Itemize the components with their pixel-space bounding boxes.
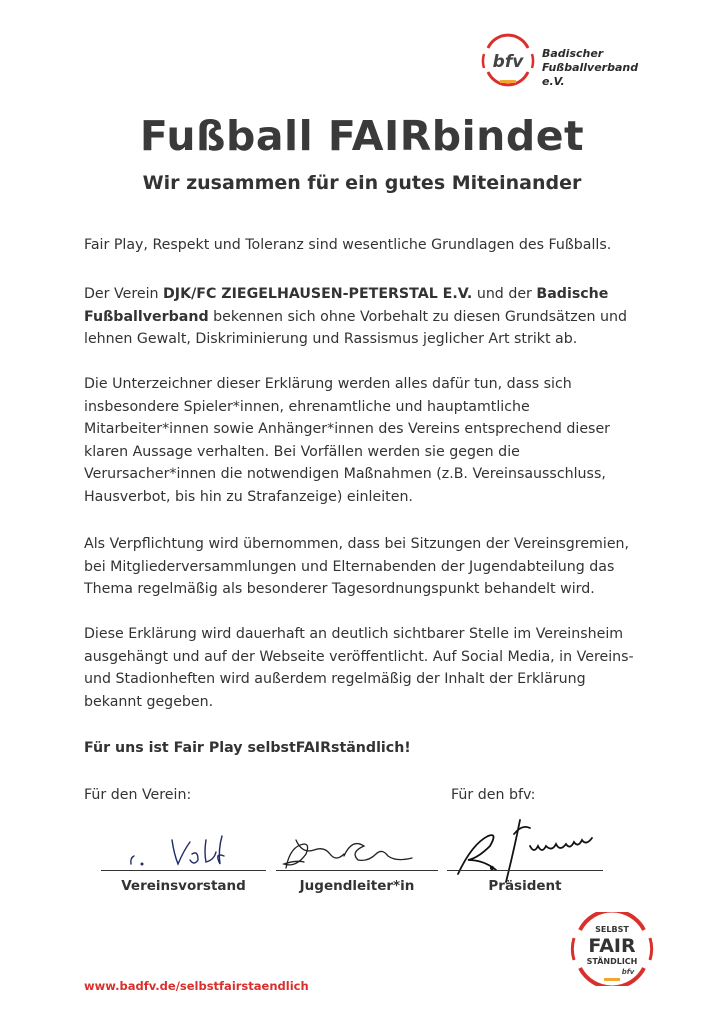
signature-praesident xyxy=(458,820,592,882)
bfv-logo-icon xyxy=(478,32,538,90)
paragraph-fair-play: Fair Play, Respekt und Toleranz sind wesentliche Grundlagen des Fußballs. xyxy=(84,237,612,253)
signature-line-jugendleiter xyxy=(276,870,438,871)
role-jugendleiter: Jugendleiter*in xyxy=(299,878,415,894)
label-for-bfv: Für den bfv: xyxy=(451,787,536,803)
p2-post: bekennen sich ohne Vorbehalt zu diesen Grundsätzen und lehnen Gewalt, Diskriminierung und Rassismus jeglicher Art strikt ab. xyxy=(84,308,627,347)
paragraph-slogan: Für uns ist Fair Play selbstFAIRständlich! xyxy=(84,740,411,756)
label-for-club: Für den Verein: xyxy=(84,787,192,803)
club-name: DJK/FC ZIEGELHAUSEN-PETERSTAL E.V. xyxy=(163,286,473,302)
role-praesident: Präsident xyxy=(488,878,562,894)
p2-mid: und der xyxy=(472,286,537,302)
org-name xyxy=(542,47,658,89)
org-line2: Fußballverband e.V. xyxy=(542,61,639,88)
signature-line-vorstand xyxy=(101,870,266,871)
org-line1: Badischer xyxy=(542,47,604,60)
badge-mark: bfv xyxy=(621,968,635,976)
paragraph-commitment xyxy=(84,283,644,351)
selbstfair-badge xyxy=(566,912,658,986)
page-subtitle: Wir zusammen für ein gutes Miteinander xyxy=(142,172,582,194)
footer-link[interactable]: www.badfv.de/selbstfairstaendlich xyxy=(84,979,309,993)
signature-line-praesident xyxy=(447,870,603,871)
signature-vorstand xyxy=(131,836,224,865)
logo-mark: bfv xyxy=(492,52,524,72)
paragraph-obligation: Als Verpflichtung wird übernommen, dass bei Sitzungen der Vereinsgremien, bei Mitgliederversammlungen und Elternabenden der Jugendabteilung das Thema regelmäßig als besonderer Tagesordnungspunkt behandelt wird. xyxy=(84,536,630,597)
badge-line1: SELBST xyxy=(595,925,629,934)
signature-jugendleiter xyxy=(284,840,412,868)
paragraph-publication: Diese Erklärung wird dauerhaft an deutlich sichtbarer Stelle im Vereinsheim ausgehängt und auf der Webseite veröffentlicht. Auf Social Media, in Vereins- und Stadionheften wird außerdem regelmäßig der Inhalt der Erklärung bekannt gegeben. xyxy=(84,626,634,710)
page-title: Fußball FAIRbindet xyxy=(139,112,585,160)
association-name: Badische Fußballverband xyxy=(84,286,609,325)
role-vorstand: Vereinsvorstand xyxy=(121,878,246,894)
bfv-logo xyxy=(478,32,658,90)
paragraph-signatories: Die Unterzeichner dieser Erklärung werden alles dafür tun, dass sich insbesondere Spieler*innen, ehrenamtliche und hauptamtliche Mitarbeiter*innen sowie Anhänger*innen des Vereins entsprechend dieser klaren Aussage verhalten. Bei Vorfällen werden sie gegen die Verursacher*innen die notwendigen Maßnahmen (z.B. Vereinsausschluss, Hausverbot, bis hin zu Strafanzeige) einleiten. xyxy=(84,376,611,505)
badge-line2: FAIR xyxy=(588,935,636,957)
p2-pre: Der Verein xyxy=(84,286,164,302)
badge-line3: STÄNDLICH xyxy=(586,957,638,966)
